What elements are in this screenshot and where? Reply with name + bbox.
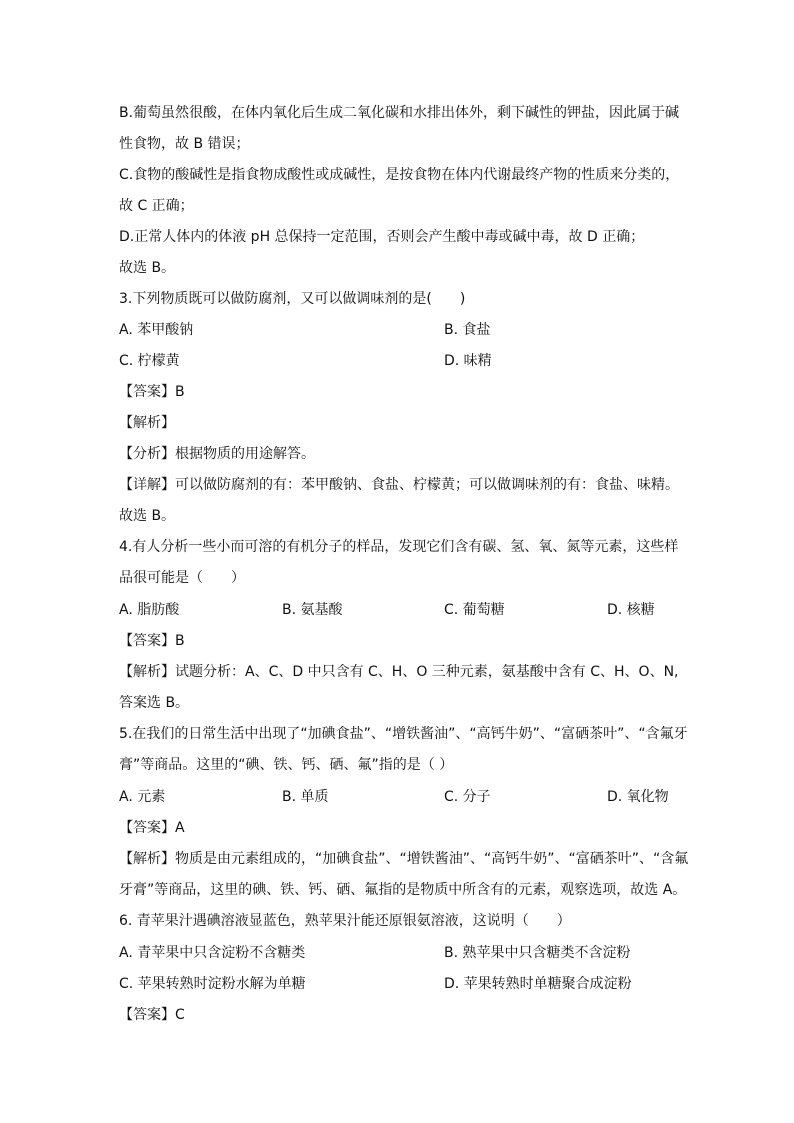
option-c: C. 苹果转熟时淀粉水解为单糖 — [119, 976, 306, 992]
text-line: 故 C 正确； — [119, 198, 194, 214]
conclusion-text: 故选 B。 — [119, 508, 176, 524]
question-4-cont: 品很可能是（ ） — [119, 570, 245, 586]
option-a: A. 青苹果中只含淀粉不含糖类 — [119, 945, 306, 961]
option-c: C. 分子 — [444, 789, 491, 805]
answer-label: 【答案】B — [119, 384, 185, 400]
answer-label: 【答案】A — [119, 820, 185, 836]
detail-text: 【详解】可以做防腐剂的有：苯甲酸钠、食盐、柠檬黄；可以做调味剂的有：食盐、味精。 — [119, 477, 679, 493]
text-line: B.葡萄虽然很酸，在体内氧化后生成二氧化碳和水排出体外，剩下碱性的钾盐，因此属于碱 — [119, 105, 680, 121]
option-d: D. 味精 — [444, 353, 492, 369]
option-c: C. 柠檬黄 — [119, 353, 180, 369]
analysis-text-cont: 答案选 B。 — [119, 695, 190, 711]
answer-label: 【答案】B — [119, 633, 185, 649]
option-b: B. 熟苹果中只含糖类不含淀粉 — [444, 945, 631, 961]
question-5-cont: 膏”等商品。这里的“碘、铁、钙、硒、氟”指的是（ ） — [119, 757, 454, 773]
text-line: D.正常人体内的体液 pH 总保持一定范围，否则会产生酸中毒或碱中毒，故 D 正确； — [119, 229, 645, 245]
analysis-text: 【解析】物质是由元素组成的，“加碘食盐”、“增铁酱油”、“高钙牛奶”、“富硒茶叶”、“含氟 — [119, 851, 689, 867]
question-4: 4.有人分析一些小而可溶的有机分子的样品，发现它们含有碳、氢、氧、氮等元素，这些样 — [119, 539, 679, 555]
option-b: B. 单质 — [282, 789, 329, 805]
text-line: C.食物的酸碱性是指食物成酸性或成碱性，是按食物在体内代谢最终产物的性质来分类的， — [119, 167, 680, 183]
option-a: A. 苯甲酸钠 — [119, 322, 194, 338]
question-5: 5.在我们的日常生活中出现了“加碘食盐”、“增铁酱油”、“高钙牛奶”、“富硒茶叶”、“含氟牙 — [119, 726, 688, 742]
option-d: D. 苹果转熟时单糖聚合成淀粉 — [444, 976, 632, 992]
text-line: 故选 B。 — [119, 260, 176, 276]
option-b: B. 食盐 — [444, 322, 491, 338]
answer-label: 【答案】C — [119, 1007, 185, 1023]
question-3: 3.下列物质既可以做防腐剂，又可以做调味剂的是( ) — [119, 291, 466, 307]
analysis-text-cont: 牙膏”等商品，这里的碘、铁、钙、硒、氟指的是物质中所含有的元素，观察选项，故选 A。 — [119, 882, 687, 898]
option-b: B. 氨基酸 — [282, 602, 343, 618]
analysis-text: 【解析】试题分析：A、C、D 中只含有 C、H、O 三种元素，氨基酸中含有 C、H、O、N, — [119, 664, 679, 680]
text-line: 性食物，故 B 错误； — [119, 136, 250, 152]
option-d: D. 核糖 — [607, 602, 655, 618]
option-d: D. 氧化物 — [607, 789, 669, 805]
option-a: A. 元素 — [119, 789, 166, 805]
analysis-label: 【解析】 — [119, 415, 175, 431]
question-6: 6. 青苹果汁遇碘溶液显蓝色，熟苹果汁能还原银氨溶液，这说明（ ） — [119, 913, 571, 929]
option-a: A. 脂肪酸 — [119, 602, 180, 618]
option-c: C. 葡萄糖 — [444, 602, 505, 618]
analysis-text: 【分析】根据物质的用途解答。 — [119, 446, 315, 462]
